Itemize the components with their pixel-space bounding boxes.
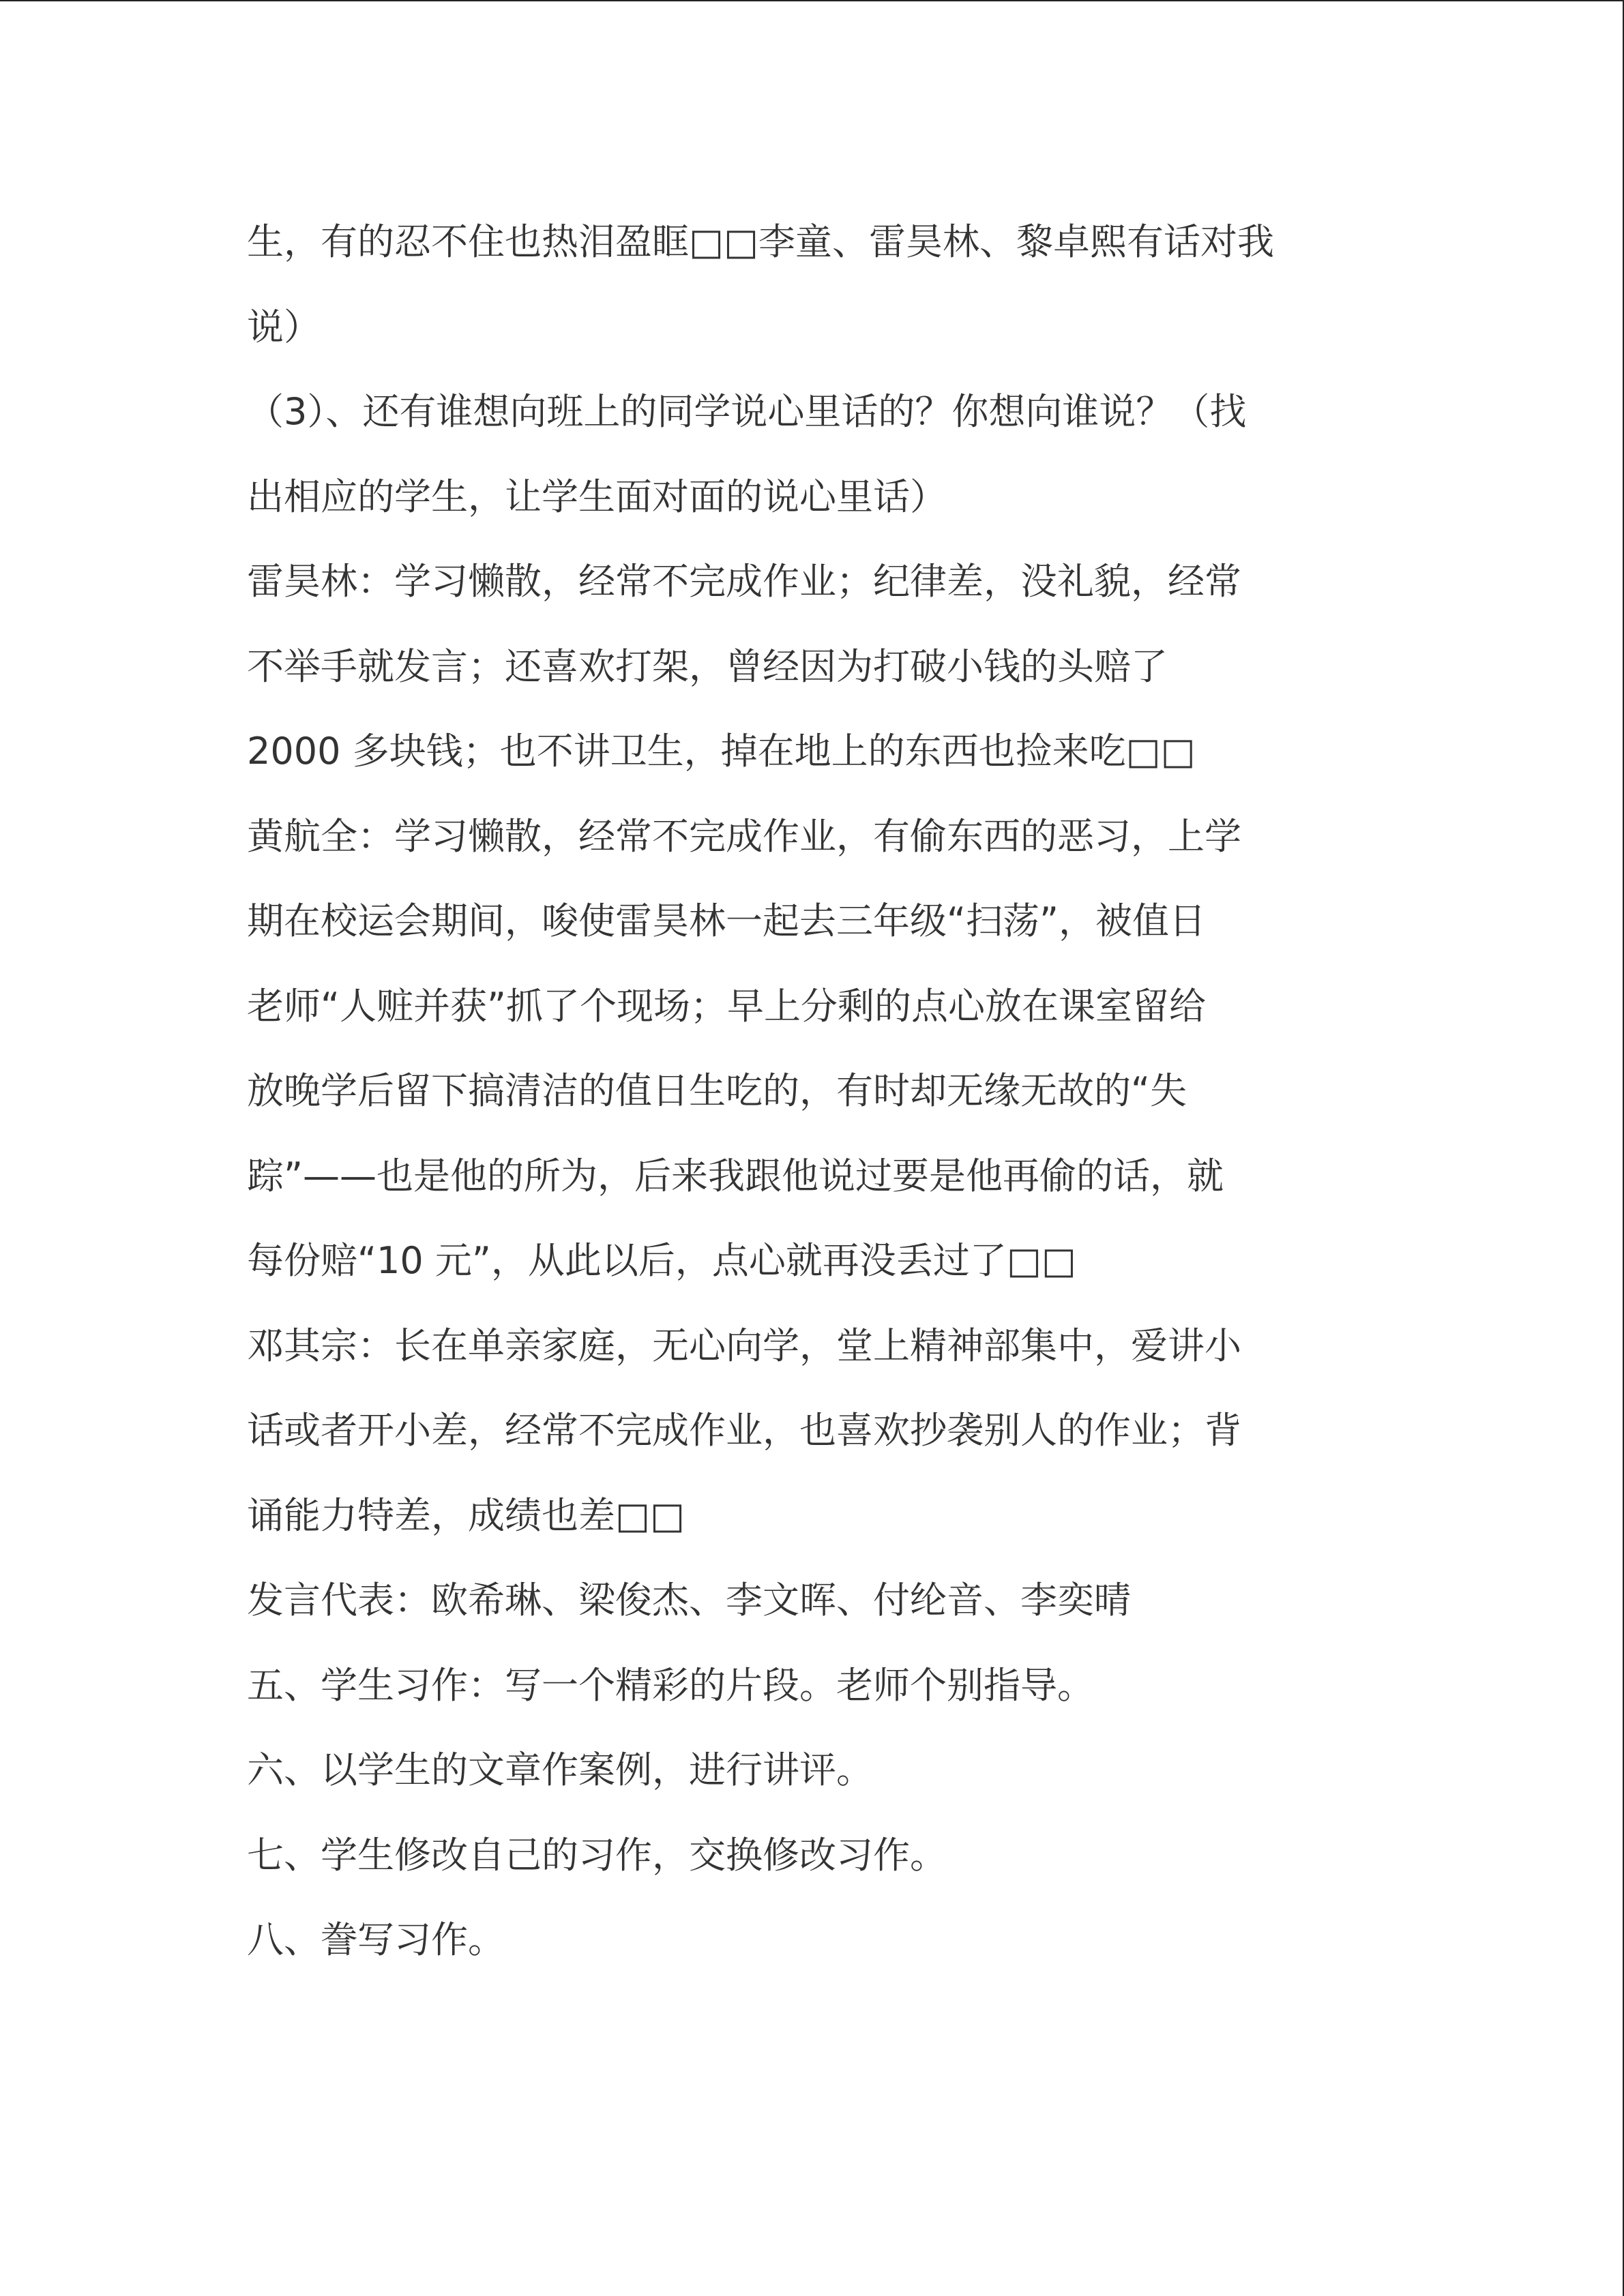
text-line: 期在校运会期间，唆使雷昊林一起去三年级“扫荡”，被值日 bbox=[247, 899, 1206, 942]
text-line: 发言代表：欧希琳、梁俊杰、李文晖、付纶音、李奕晴 bbox=[247, 1579, 1131, 1622]
text-line: 诵能力特差，成绩也差□□ bbox=[247, 1493, 685, 1537]
text-line: 八、誊写习作。 bbox=[247, 1918, 505, 1961]
text-line: 五、学生习作：写一个精彩的片段。老师个别指导。 bbox=[247, 1663, 1094, 1707]
text-line: 邓其宗：长在单亲家庭，无心向学，堂上精神部集中，爱讲小 bbox=[247, 1324, 1241, 1367]
text-line: 每份赔“10 元”，从此以后，点心就再没丢过了□□ bbox=[247, 1239, 1076, 1282]
text-line: 踪”——也是他的所为，后来我跟他说过要是他再偷的话，就 bbox=[247, 1154, 1224, 1197]
text-line: 雷昊林：学习懒散，经常不完成作业；纪律差，没礼貌，经常 bbox=[247, 560, 1241, 603]
text-line: 六、以学生的文章作案例，进行讲评。 bbox=[247, 1748, 873, 1791]
text-line: （3）、还有谁想向班上的同学说心里话的？你想向谁说？（找 bbox=[247, 390, 1247, 433]
text-line: 黄航全：学习懒散，经常不完成作业，有偷东西的恶习，上学 bbox=[247, 814, 1241, 858]
text-line: 不举手就发言；还喜欢打架，曾经因为打破小钱的头赔了 bbox=[247, 644, 1168, 688]
text-line: 七、学生修改自己的习作，交换修改习作。 bbox=[247, 1833, 947, 1877]
text-line: 老师“人赃并获”抓了个现场；早上分剩的点心放在课室留给 bbox=[247, 984, 1206, 1028]
text-line: 生，有的忍不住也热泪盈眶□□李童、雷昊林、黎卓熙有话对我 bbox=[247, 220, 1275, 263]
text-line: 2000 多块钱；也不讲卫生，掉在地上的东西也捡来吃□□ bbox=[247, 730, 1196, 773]
document-body bbox=[247, 200, 1406, 1983]
text-line: 说） bbox=[247, 305, 321, 348]
text-line: 放晚学后留下搞清洁的值日生吃的，有时却无缘无故的“失 bbox=[247, 1069, 1187, 1112]
text-line: 话或者开小差，经常不完成作业，也喜欢抄袭别人的作业；背 bbox=[247, 1409, 1241, 1452]
text-line: 出相应的学生，让学生面对面的说心里话） bbox=[247, 475, 947, 518]
